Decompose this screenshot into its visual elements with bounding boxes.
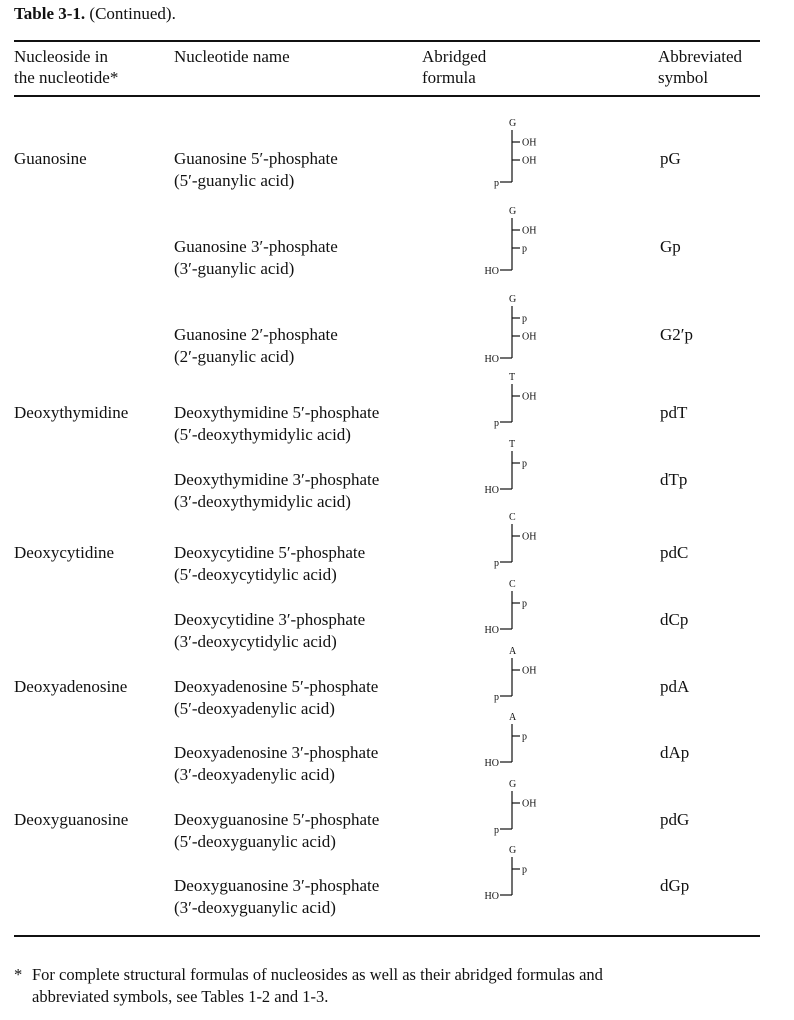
nucleotide-alt-name: (2′-guanylic acid) bbox=[174, 347, 295, 366]
header-abridged-formula: Abridged formula bbox=[422, 47, 487, 87]
formula-substituent-top: OH bbox=[522, 225, 537, 237]
formula-base-label: G bbox=[509, 118, 517, 129]
abridged-formula bbox=[470, 775, 540, 845]
formula-substituent-top: OH bbox=[522, 137, 537, 149]
nucleotide-name: Guanosine 3′-phosphate bbox=[174, 237, 338, 256]
nucleotide-name-cell bbox=[174, 875, 379, 919]
abbreviated-symbol-cell: dGp bbox=[660, 876, 690, 895]
header-abbreviated-symbol: Abbreviated symbol bbox=[658, 47, 743, 87]
abbreviated-symbol-cell: pdA bbox=[660, 677, 690, 696]
formula-base-label: G bbox=[509, 779, 517, 790]
abridged-formula bbox=[470, 114, 540, 189]
formula-base-label: A bbox=[509, 646, 517, 657]
nucleotide-alt-name: (3′-deoxycytidylic acid) bbox=[174, 632, 337, 651]
nucleotide-name: Deoxyguanosine 5′-phosphate bbox=[174, 810, 380, 829]
nucleotide-name-cell bbox=[174, 402, 379, 446]
abbreviated-symbol-cell: dAp bbox=[660, 743, 690, 762]
abridged-formula bbox=[470, 508, 540, 578]
footnote-marker: * bbox=[14, 965, 23, 984]
formula-base-label: T bbox=[509, 439, 516, 450]
nucleotide-alt-name: (5′-deoxycytidylic acid) bbox=[174, 565, 337, 584]
formula-base-label: G bbox=[509, 206, 517, 217]
nucleotide-name: Deoxythymidine 3′-phosphate bbox=[174, 470, 380, 489]
nucleoside-cell: Deoxyadenosine bbox=[14, 677, 128, 696]
formula-substituent-mid: OH bbox=[522, 155, 537, 167]
footnote-line-2: abbreviated symbols, see Tables 1-2 and 1-3. bbox=[32, 987, 329, 1006]
formula-substituent-bottom: HO bbox=[484, 266, 499, 277]
nucleotide-name: Guanosine 5′-phosphate bbox=[174, 149, 338, 168]
nucleotide-alt-name: (3′-deoxyguanylic acid) bbox=[174, 898, 336, 917]
header-nucleotide-name: Nucleotide name bbox=[174, 47, 290, 66]
formula-substituent-bottom: HO bbox=[484, 625, 499, 636]
nucleotide-name-cell bbox=[174, 148, 338, 192]
formula-base-label: T bbox=[509, 372, 516, 383]
formula-substituent-bottom: p bbox=[494, 558, 499, 569]
table-label: Table 3-1. bbox=[14, 4, 86, 23]
nucleotide-alt-name: (5′-deoxyadenylic acid) bbox=[174, 699, 335, 718]
abridged-formula bbox=[470, 368, 540, 438]
table-caption bbox=[14, 4, 176, 24]
nucleotide-alt-name: (5′-guanylic acid) bbox=[174, 171, 295, 190]
header-nucleoside: Nucleoside in the nucleotide* bbox=[14, 47, 119, 87]
abridged-formula bbox=[470, 841, 540, 911]
formula-substituent-mid: OH bbox=[522, 331, 537, 343]
formula-substituent-bottom: p bbox=[494, 825, 499, 836]
nucleoside-cell: Deoxyguanosine bbox=[14, 810, 129, 829]
nucleotide-name: Deoxyadenosine 3′-phosphate bbox=[174, 743, 379, 762]
nucleotide-name-cell bbox=[174, 676, 378, 720]
abridged-formula bbox=[470, 708, 540, 778]
formula-base-label: A bbox=[509, 712, 517, 723]
nucleotide-name: Deoxycytidine 3′-phosphate bbox=[174, 610, 366, 629]
bottom-rule bbox=[14, 935, 760, 937]
formula-substituent-top: OH bbox=[522, 798, 537, 810]
nucleotide-name: Deoxyguanosine 3′-phosphate bbox=[174, 876, 380, 895]
nucleotide-name-cell bbox=[174, 742, 378, 786]
nucleotide-name-cell bbox=[174, 609, 365, 653]
nucleotide-alt-name: (3′-deoxyadenylic acid) bbox=[174, 765, 335, 784]
nucleotide-alt-name: (3′-deoxythymidylic acid) bbox=[174, 492, 351, 511]
abbreviated-symbol-cell: pG bbox=[660, 149, 681, 168]
formula-base-label: C bbox=[509, 579, 516, 590]
abridged-formula bbox=[470, 202, 540, 277]
formula-substituent-bottom: HO bbox=[484, 891, 499, 902]
abridged-formula bbox=[470, 642, 540, 712]
nucleotide-name-cell bbox=[174, 469, 379, 513]
abbreviated-symbol-cell: G2′p bbox=[660, 325, 693, 344]
formula-substituent-top: p bbox=[522, 864, 527, 876]
nucleotide-name-cell bbox=[174, 236, 338, 280]
nucleotide-name-cell bbox=[174, 324, 338, 368]
nucleoside-cell: Deoxythymidine bbox=[14, 403, 129, 422]
formula-substituent-top: p bbox=[522, 731, 527, 743]
formula-substituent-top: OH bbox=[522, 391, 537, 403]
nucleoside-cell: Deoxycytidine bbox=[14, 543, 115, 562]
nucleotide-alt-name: (3′-guanylic acid) bbox=[174, 259, 295, 278]
abbreviated-symbol-cell: pdT bbox=[660, 403, 688, 422]
formula-substituent-bottom: HO bbox=[484, 485, 499, 496]
formula-base-label: C bbox=[509, 512, 516, 523]
formula-substituent-mid: p bbox=[522, 243, 527, 255]
abbreviated-symbol-cell: dTp bbox=[660, 470, 688, 489]
header-rule bbox=[14, 95, 760, 97]
footnote-line-1: For complete structural formulas of nucleosides as well as their abridged formulas and bbox=[32, 965, 603, 984]
abridged-formula bbox=[470, 290, 540, 365]
formula-substituent-bottom: p bbox=[494, 692, 499, 703]
abbreviated-symbol-cell: Gp bbox=[660, 237, 681, 256]
table-caption-note: (Continued). bbox=[89, 4, 176, 23]
formula-substituent-bottom: p bbox=[494, 418, 499, 429]
nucleotide-alt-name: (5′-deoxyguanylic acid) bbox=[174, 832, 336, 851]
nucleoside-cell: Guanosine bbox=[14, 149, 87, 168]
formula-substituent-top: p bbox=[522, 458, 527, 470]
nucleotide-name-cell bbox=[174, 542, 365, 586]
nucleotide-name: Deoxycytidine 5′-phosphate bbox=[174, 543, 366, 562]
abridged-formula bbox=[470, 575, 540, 645]
formula-substituent-bottom: p bbox=[494, 178, 499, 189]
top-rule bbox=[14, 40, 760, 42]
nucleotide-name: Guanosine 2′-phosphate bbox=[174, 325, 338, 344]
formula-substituent-bottom: HO bbox=[484, 354, 499, 365]
abridged-formula bbox=[470, 435, 540, 505]
formula-substituent-top: p bbox=[522, 598, 527, 610]
formula-substituent-top: OH bbox=[522, 531, 537, 543]
nucleotide-name: Deoxythymidine 5′-phosphate bbox=[174, 403, 380, 422]
formula-substituent-top: OH bbox=[522, 665, 537, 677]
abbreviated-symbol-cell: dCp bbox=[660, 610, 689, 629]
formula-substituent-top: p bbox=[522, 313, 527, 325]
formula-base-label: G bbox=[509, 294, 517, 305]
formula-base-label: G bbox=[509, 845, 517, 856]
abbreviated-symbol-cell: pdG bbox=[660, 810, 690, 829]
nucleotide-alt-name: (5′-deoxythymidylic acid) bbox=[174, 425, 351, 444]
nucleotide-name-cell bbox=[174, 809, 379, 853]
nucleotide-name: Deoxyadenosine 5′-phosphate bbox=[174, 677, 379, 696]
footnote bbox=[14, 964, 764, 1008]
abbreviated-symbol-cell: pdC bbox=[660, 543, 689, 562]
formula-substituent-bottom: HO bbox=[484, 758, 499, 769]
